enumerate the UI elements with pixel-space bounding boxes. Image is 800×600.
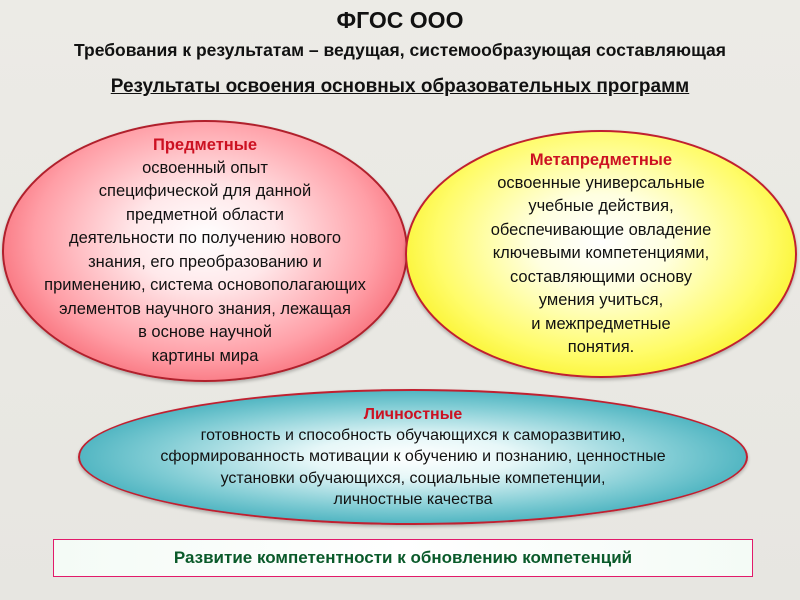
metasubject-results-title: Метапредметные <box>529 150 673 169</box>
subject-results-line: в основе научной <box>138 323 272 342</box>
personal-results-line: личностные качества <box>333 491 493 508</box>
subject-results-line: предметной области <box>126 205 284 224</box>
page-title: ФГОС ООО <box>336 7 464 33</box>
competence-banner-text: Развитие компетентности к обновлению компетенций <box>173 548 633 567</box>
subject-results-line: применению, система основополагающих <box>44 276 366 295</box>
subject-results-line: элементов научного знания, лежащая <box>59 299 351 318</box>
metasubject-results-line: учебные действия, <box>528 197 674 215</box>
metasubject-results-line: понятия. <box>567 338 635 356</box>
personal-results-line: сформированность мотивации к обучению и познанию, ценностные <box>160 448 666 465</box>
metasubject-results-line: и межпредметные <box>531 314 671 333</box>
page-subtitle: Требования к результатам – ведущая, системообразующая составляющая <box>73 40 726 60</box>
metasubject-results-line: составляющими основу <box>509 267 693 286</box>
metasubject-results-line: ключевыми компетенциями, <box>492 244 710 262</box>
subject-results-title: Предметные <box>152 135 258 154</box>
personal-results-ellipse <box>78 389 748 525</box>
section-heading <box>0 74 800 100</box>
competence-banner <box>53 539 753 577</box>
metasubject-results-line: освоенные универсальные <box>497 173 705 192</box>
personal-results-line: готовность и способность обучающихся к саморазвитию, <box>200 426 626 444</box>
personal-results-title: Личностные <box>363 405 463 423</box>
personal-results-line: установки обучающихся, социальные компетенции, <box>220 469 606 487</box>
subject-results-line: картины мира <box>151 346 259 365</box>
subject-results-line: освоенный опыт <box>142 158 268 177</box>
metasubject-results-line: обеспечивающие овладение <box>490 220 712 239</box>
metasubject-results-ellipse <box>405 130 797 378</box>
metasubject-results-line: умения учиться, <box>538 291 664 309</box>
subject-results-ellipse <box>2 120 408 382</box>
subject-results-line: деятельности по получению нового <box>68 229 342 248</box>
subject-results-line: специфической для данной <box>98 182 312 201</box>
subject-results-line: знания, его преобразованию и <box>88 252 322 271</box>
section-heading-text: Результаты освоения основных образовательных программ <box>110 76 690 97</box>
